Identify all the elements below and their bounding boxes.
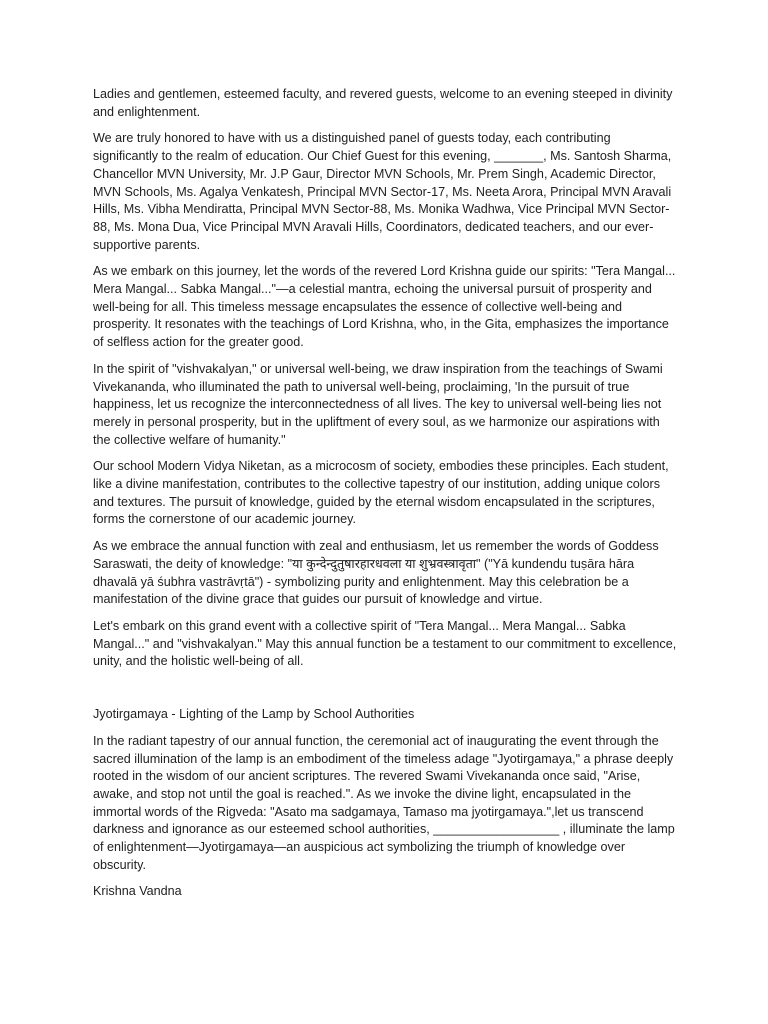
section-heading: Jyotirgamaya - Lighting of the Lamp by School Authorities [93,707,415,722]
vishvakalyan-paragraph: In the spirit of "vishvakalyan," or universal well-being, we draw inspiration from the teachings of Swami Vivekananda, who illuminated the path to universal well-being, proclaiming, 'In the pursuit of true happiness, let us recognize the interconnectedness of all lives. The key to universal well-being lies not merely in personal prosperity, but in the upliftment of every soul, as we harmonize our aspirations with the collective welfare of humanity." [93,361,663,447]
document-body [93,86,678,910]
krishna-mantra-paragraph: As we embark on this journey, let the words of the revered Lord Krishna guide our spirits: "Tera Mangal... Mera Mangal... Sabka Mangal..."—a celestial mantra, echoing the universal pursuit of prosperity and well-being for all. This timeless message encapsulates the essence of collective well-being and prosperity. It resonates with the teachings of Lord Krishna, who, in the Gita, emphasizes the importance of selfless action for the greater good. [93,264,676,350]
closing-intro-paragraph: Let's embark on this grand event with a collective spirit of "Tera Mangal... Mera Mangal... Sabka Mangal..." and "vishvakalyan." May this annual function be a testament to our commitment to excellence, unity, and the holistic well-being of all. [93,618,677,669]
section-spacer [93,680,678,706]
jyotirgamaya-paragraph: In the radiant tapestry of our annual function, the ceremonial act of inaugurating the event through the sacred illumination of the lamp is an embodiment of the timeless adage "Jyotirgamaya," a phrase deeply rooted in the wisdom of our ancient scriptures. The revered Swami Vivekananda once said, "Arise, awake, and stop not until the goal is reached.". As we invoke the divine light, encapsulated in the immortal words of the Rigveda: "Asato ma sadgamaya, Tamaso ma jyotirgamaya.",let us transcend darkness and ignorance as our esteemed school authorities, __________________ , illuminate the lamp of enlightenment—Jyotirgamaya—an auspicious act symbolizing the triumph of knowledge over obscurity. [93,733,675,872]
krishna-vandna-heading: Krishna Vandna [93,884,182,899]
guests-paragraph: We are truly honored to have with us a distinguished panel of guests today, each contributing significantly to the realm of education. Our Chief Guest for this evening, _______, Ms. Santosh Sharma, Chancellor MVN University, Mr. J.P Gaur, Director MVN Schools, Mr. Prem Singh, Academic Director, MVN Schools, Ms. Agalya Venkatesh, Principal MVN Sector-17, Ms. Neeta Arora, Principal MVN Aravali Hills, Ms. Vibha Mendiratta, Principal MVN Sector-88, Ms. Monika Wadhwa, Vice Principal MVN Sector-88, Ms. Mona Dua, Vice Principal MVN Aravali Hills, Coordinators, dedicated teachers, and our ever-supportive parents. [93,131,672,252]
school-paragraph: Our school Modern Vidya Niketan, as a microcosm of society, embodies these principles. Each student, like a divine manifestation, contributes to the collective tapestry of our institution, adding unique colors and textures. The pursuit of knowledge, guided by the eternal wisdom encapsulated in the scriptures, forms the cornerstone of our academic journey. [93,459,669,527]
saraswati-paragraph: As we embrace the annual function with zeal and enthusiasm, let us remember the words of Goddess Saraswati, the deity of knowledge: "या कुन्देन्दुतुषारहारधवला या शुभ्रवस्त्रावृता" ("Yā kundendu tuṣāra hāra dhavalā yā śubhra vastrāvṛtā") - symbolizing purity and enlightenment. May this celebration be a manifestation of the divine grace that guides our pursuit of knowledge and virtue. [93,539,659,607]
welcome-paragraph: Ladies and gentlemen, esteemed faculty, and revered guests, welcome to an evening steeped in divinity and enlightenment. [93,87,673,119]
